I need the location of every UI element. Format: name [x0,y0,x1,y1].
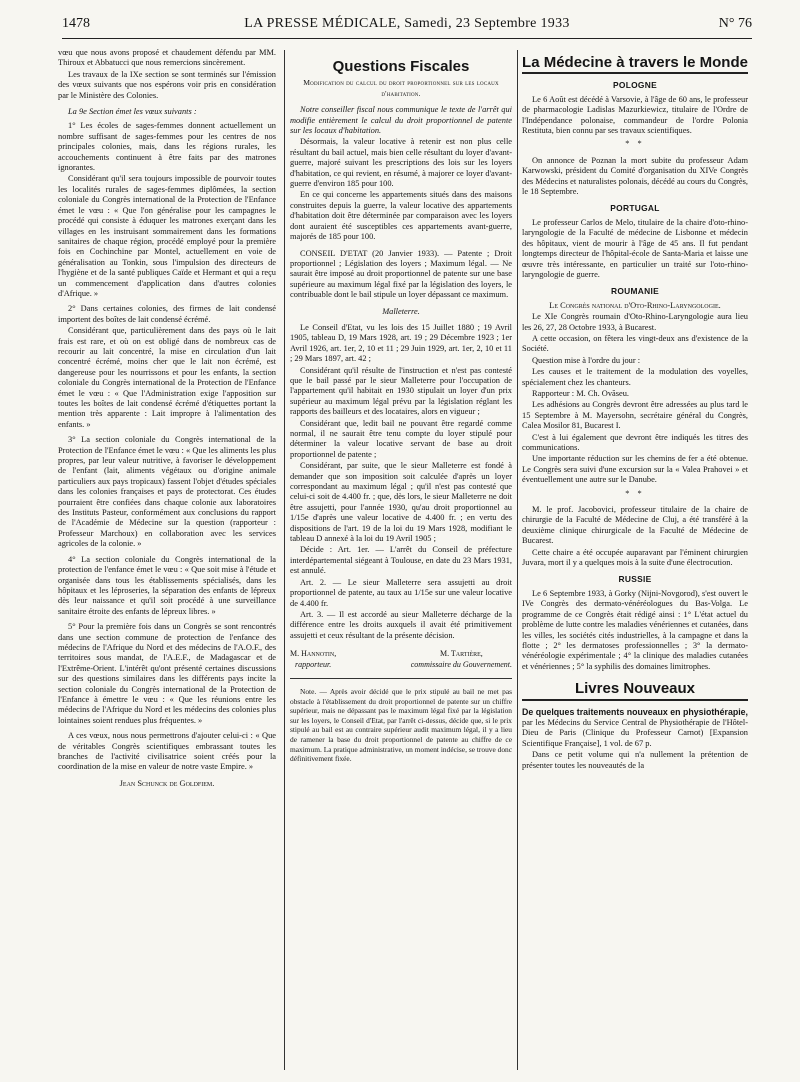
paragraph: Le XIe Congrès roumain d'Oto-Rhino-Laryngologie aura lieu les 26, 27, 28 Octobre 1933, à Bucarest. [522,312,748,332]
divider [290,678,512,679]
commissaire-name: M. Tartière, [439,649,483,659]
paragraph: Question mise à l'ordre du jour : [532,355,641,365]
rapporteur-name: M. Hannotin, [290,649,337,659]
paragraph: CONSEIL D'ETAT (20 Janvier 1933). — Patente ; Droit proportionnel ; Législation des loyers ; Maximum légal. — Ne saurait être imposé au droit proportionnel de patente sur une base supérieure au maximum légal fixé par la législation des loyers, le contribuable dont le bail stipule un loyer dépassant ce maximum. [290,248,512,300]
paragraph: Le Conseil d'Etat, vu les lois des 15 Juillet 1880 ; 19 Avril 1905, tableau D, 19 Mars 1928, art. 19 ; 29 Décembre 1923 ; 1er Avril 1926, art. 1er, 2, 10 et 11 ; 29 Juin 1929, art. 1er, 2, 10 et 11 ; 29 Mars 1897, art. 42 ; [290,322,512,364]
paragraph: Une importante réduction sur les chemins de fer a été obtenue. Le Congrès sera suivi d'une excursion sur la « Valea Prahovei » et éventuellement une autre sur le Danube. [522,454,748,485]
paragraph: 5° Pour la première fois dans un Congrès se sont rencontrés dans une section commune de protection de l'enfance des médecins de l'Afrique du Nord et des médecins de l'A.O.F., des territoires sous mandat, de l'A.E.F., de Madagascar et de l'Extrême-Orient. L'intérêt qu'ont présenté certaines discussions sur des questions similaires dans les différents pays incite la section coloniale du Congrès international de la Protection de l'Enfance à émettre le vœu : « Que les réunions entre les médecins de l'Afrique du Nord et les médecins des colonies plus lointaines soient rendues plus fréquentes. » [58,622,276,725]
paragraph: Le professeur Carlos de Melo, titulaire de la chaire d'oto-rhino-laryngologie de la Faculté de médecine de Lisbonne et médecin des hôpitaux, vient de mourir à l'âge de 45 ans. Il fut pendant longtemps directeur de l'hôpital-école de Santa-Maria et laisse une œuvre très intéressante, en particulier un traité sur l'oto-rhino-laryngologie de guerre. [522,217,748,279]
note: Note. — Après avoir décidé que le prix stipulé au bail ne met pas obstacle à l'établissement du droit proportionnel de patente sur un chiffre supérieur, mais ne dépassant pas le maximum légal fixé par la législation sur les loyers, le Conseil d'Etat, par l'arrêt ci-dessus, décide que, si le prix stipulé au bail est au contraire supérieur audit maximum légal, il y a lieu de ramener la base du droit proportionnel de patente au chiffre de ce maximum. La pratique administrative, un moment indécise, se trouve donc définitivement fixée. [290,686,512,764]
paragraph: Décide : Art. 1er. — L'arrêt du Conseil de préfecture interdépartemental siégeant à Toulouse, en date du 23 Mars 1931, est annulé. [290,545,512,576]
paragraph: On annonce de Poznan la mort subite du professeur Adam Karwowski, président du Comité d'organisation du XIVe Congrès des Médecins et naturalistes polonais, décédé au cours du Congrès, le 18 Septembre. [522,155,748,197]
paragraph: vœu que nous avons proposé et chaudement défendu par MM. Thiroux et Abbatucci que nous remercions sincèrement. [58,48,276,68]
paragraph: Rapporteur : M. Ch. Ovăseu. [532,388,629,398]
paragraph: Considérant, par suite, que le sieur Malleterre est fondé à demander que son imposition soit calculée d'après un loyer correspondant au maximum légal ; qu'il n'est pas contesté que celui-ci soit de 4.400 fr. ; que, dès lors, le sieur Malleterre ne doit être assujetti, pour l'année 1930, qu'au droit proportionnel au 1/15e d'après une valeur locative de 4.400 fr. ; en vertu des dispositions de l'art. 19 de la loi du 19 Mars 1928, modifiant le tableau D annexé à la loi du 19 Avril 1905 ; [290,461,512,544]
paragraph: 2° Dans certaines colonies, des firmes de lait condensé importent des boîtes de lait condensé écrémé. [58,304,276,324]
book-entry [522,707,748,750]
paragraph: Le 6 Septembre 1933, à Gorky (Nijni-Novgorod), s'est ouvert le IVe Congrès des dermato-vénéréologues du Bas-Volga. Le programme de ce Congrès était rédigé ainsi : 1° L'état actuel du problème de lutte contre les maladies vénériennes et cutanées, dans les villes, les sociétés cités industrielles, à la campagne et dans la flotte ; 2° les dermatoses professionnelles ; 3° la dermato-vénéréologie expérimentale ; 4° la clinique des maladies cutanées et vénériennes ; 5° la syphilis des domaines limitrophes. [522,588,748,671]
article-subtitle: Modification du calcul du droit proportionnel sur les locaux d'habitation. [303,78,499,98]
paragraph: Notre conseiller fiscal nous communique le texte de l'arrêt qui modifie entièrement le calcul du droit proportionnel de patente sur les locaux d'habitation. [290,105,512,136]
paragraph: Le 6 Août est décédé à Varsovie, à l'âge de 60 ans, le professeur de pharmacologie Ladislas Mazurkiewicz, titulaire de l'Ordre de l'Indépendance polonaise, commandeur de l'ordre Polonia Restituta, bien connu par ses travaux scientifiques. [522,94,748,136]
paragraph: M. le prof. Jacobovici, professeur titulaire de la chaire de chirurgie de la Faculté de Médecine de Cluj, a été transféré à la deuxième clinique chirurgicale de la Faculté de Médecine de Bucarest. [522,505,748,546]
section-title: Questions Fiscales [332,58,470,75]
paragraph: Désormais, la valeur locative à retenir est non plus celle résultant du bail actuel, mais bien celle résultant du loyer d'avant-guerre, majoré suivant les prescriptions des lois sur les loyers d'habitation, ce qui revient, en résumé, à majorer ce loyer d'avant-guerre d'environ 185 pour 100. [290,137,512,189]
page-number: 1478 [62,16,90,31]
book-description: par les Médecins du Service Central de Physiothérapie de l'Hôtel-Dieu de Paris (Clinique du Professeur Carnot) [Expansion Scientifique Française], 1 vol. de 67 p. [522,717,748,748]
paragraph: A ces vœux, nous nous permettrons d'ajouter celui-ci : « Que de véritables Congrès scientifiques embrassant toutes les branches de l'activité civilisatrice soient créés pour la coordination de la mise en valeur de notre vaste Empire. » [58,731,276,772]
country-heading-russie: RUSSIE [618,574,652,585]
case-name: Malleterre. [382,306,420,316]
paragraph: En ce qui concerne les appartements situés dans des maisons construites depuis la guerre, la valeur locative des appartements d'habitation doit être déterminée par comparaison avec les loyers dont auraient été susceptibles ces appartements avant-guerre, majorés de 185 pour 100. [290,190,512,242]
country-heading-portugal: PORTUGAL [610,203,660,214]
rapporteur-role: rapporteur. [294,659,332,669]
paragraph: Art. 3. — Il est accordé au sieur Malleterre décharge de la différence entre les droits auxquels il avait été primitivement assujetti et ceux résultant de la présente décision. [290,609,512,640]
commissaire-role: commissaire du Gouvernement. [410,659,512,669]
article-signature: Jean Schunck de Goldfiem. [119,778,215,788]
subheading: Le Congrès national d'Oto-Rhino-Laryngologie. [549,300,721,310]
section-title-books: Livres Nouveaux [522,684,748,700]
decision-signatures [290,649,512,670]
paragraph: Cette chaire a été occupée auparavant par l'éminent chirurgien Juvara, mort il y a quelques mois à la suite d'une électrocution. [522,547,748,568]
paragraph: Les travaux de la IXe section se sont terminés sur l'émission des vœux suivants que nos espérons voir pris en considération par le Ministère des Colonies. [58,69,276,100]
paragraph: 3° La section coloniale du Congrès international de la Protection de l'Enfance émet le vœu : « Que les aliments les plus propres, par leur valeur nutritive, à favoriser le développement de l'enfant (lait, aliments végétaux ou d'origine animale particuliers aux pays tropicaux) fassent l'objet d'études spéciales dans les colonies françaises et pays de protectorat. Ces études pourraient être confiées dans chaque colonie aux laboratoires des Instituts Pasteur, conformément aux conclusions du rapport de l'Académie de Médecine sur la question (rapporteur : Professeur Marchoux) en collaboration avec les services agricoles de la colonie. » [58,435,276,549]
paragraph: Les adhésions au Congrès devront être adressées au plus tard le 15 Septembre à M. Mayersohn, secrétaire général du Congrès, Calea Mosilor 81, Bucarest I. [522,400,748,431]
country-heading-roumanie: ROUMANIE [611,286,659,297]
paragraph: Considérant qu'il sera toujours impossible de pourvoir toutes les localités rurales de sages-femmes diplômées, la section coloniale du Congrès international de la Protection de l'Enfance émet le vœu : « Que l'on généralise pour les campagnes le procédé qui consiste à éduquer les matrones exerçant dans les villages en les instruisant sommairement dans les formations sanitaires de chaque région, procédé employé pour la première fois en Cochinchine par Montel, actuellement en voie de généralisation au Tonkin, sous l'impulsion des directeurs de l'hygiène et de la santé publiques Caïde et Hermant et qui a reçu un commencement d'application dans d'autres colonies d'Afrique. » [58,174,276,298]
paragraph: Dans ce petit volume qui n'a nullement la prétention de présenter toutes les nouveautés de la [522,750,748,770]
separator-stars: * * [625,139,645,149]
paragraph: Les causes et le traitement de la modulation des voyelles, spécialement chez les chanteurs. [522,367,748,387]
paragraph: La 9e Section émet les vœux suivants : [68,107,197,117]
page-header [62,14,752,39]
issue-number: N° 76 [718,16,752,31]
column-1 [58,48,276,1072]
paragraph: C'est à lui également que devront être indiqués les titres des communications. [522,432,748,452]
paragraph: Considérant que, ledit bail ne pouvant être regardé comme normal, il ne saurait être tenu compte du loyer stipulé pour déterminer la valeur locative servant de base au droit proportionnel de patente ; [290,418,512,459]
paragraph: 4° La section coloniale du Congrès international de la protection de l'enfance émet le vœu : « Que soit mise à l'étude et organisée dans tous les établissements spécialisés, dans les hôpitaux et les léproseries, la séparation des enfants de lépreux dès leur naissance et qu'il soit procédé à une surveillance sanitaire étroite des enfants de lépreux libres. » [58,554,276,616]
column-3 [522,48,748,1072]
paragraph: Considérant qu'il résulte de l'instruction et n'est pas contesté que le bail passé par le sieur Malleterre pour l'occupation de l'appartement qu'il habitait en 1930 stipulait un loyer d'un prix supérieur au maximum légal prévu par la législation réglant les rapports des bailleurs et des locataires, alors en vigueur ; [290,365,512,417]
paragraph: A cette occasion, on fêtera les vingt-deux ans d'existence de la Société. [522,333,748,354]
book-title: De quelques traitements nouveaux en physiothérapie, [522,706,748,717]
country-heading-pologne: POLOGNE [613,80,657,91]
journal-title: LA PRESSE MÉDICALE, Samedi, 23 Septembre 1933 [244,16,570,31]
paragraph: Considérant que, particulièrement dans des pays où le lait frais est rare, et où on est obligé dans de nombreux cas de recourir au lait concentré, la mise en circulation d'un lait concentré écrémé, moins cher que le lait non écrémé, est dangereuse pour les nourrissons et pour les enfants, la section coloniale du Congrès international de la Protection de l'Enfance émet le vœu : « Que l'Administration exige l'apposition sur toutes les boîtes de lait condensé écrémé d'étiquettes portant la mention très apparente : Lait impropre à l'alimentation des enfants. » [58,326,276,429]
separator-stars: * * [625,488,645,498]
section-title: La Médecine à travers le Monde [522,58,748,74]
column-2 [290,48,512,1072]
paragraph: Art. 2. — Le sieur Malleterre sera assujetti au droit proportionnel de patente, au taux au 1/15e sur une valeur locative de 4.400 fr. [290,577,512,608]
paragraph: 1° Les écoles de sages-femmes donnent actuellement un nombre suffisant de sages-femmes pour les centres de nos principales colonies, mais, dans les régions rurales, les accouchements continuent à être faits par des matrones ignorantes. [58,121,276,173]
